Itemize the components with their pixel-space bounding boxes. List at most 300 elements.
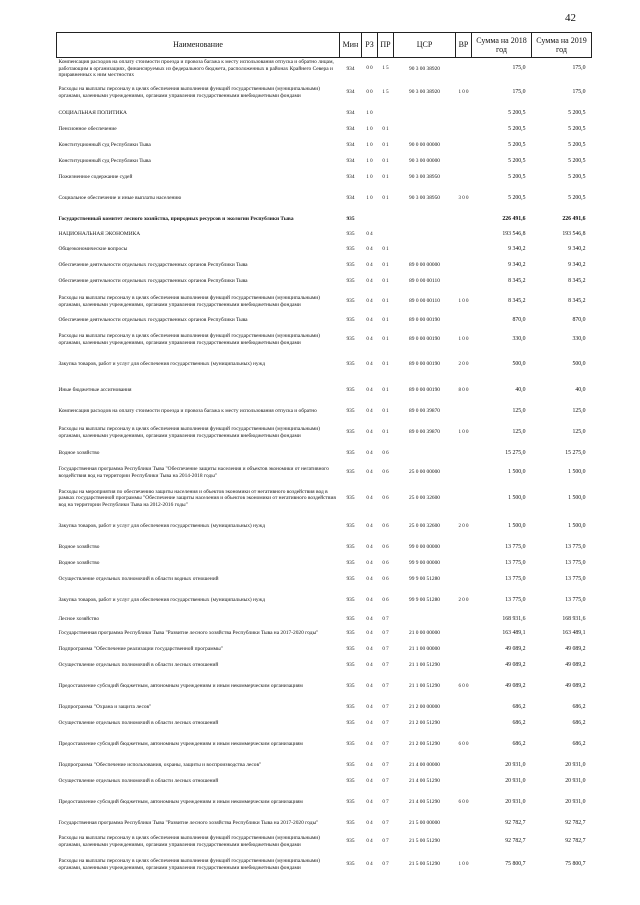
page-number: 42 <box>565 12 576 24</box>
row-csr: 21 5 00 00000 <box>409 820 440 827</box>
row-sum-2019: 686,2 <box>572 741 586 748</box>
row-pr: 0 7 <box>382 861 389 867</box>
row-rz: 0 4 <box>366 630 373 636</box>
table-row <box>57 732 592 758</box>
row-csr: 90 3 00 38920 <box>409 89 440 96</box>
table-header <box>57 33 592 58</box>
row-csr: 99 9 00 00000 <box>409 560 440 567</box>
row-rz: 0 0 <box>366 89 373 95</box>
row-pr: 0 1 <box>382 408 389 414</box>
row-rz: 1 0 <box>366 126 373 132</box>
row-sum-2018: 13 775,0 <box>505 576 526 583</box>
table-row <box>57 106 592 122</box>
row-name: Расходы на выплаты персоналу в целях обеспечения выполнения функций государственными (муниципальными) органами, казенными учреждениями, органами управления государственными внебюджетными фондами <box>58 835 320 848</box>
row-rz: 0 4 <box>366 523 373 529</box>
row-csr: 89 0 00 00110 <box>409 278 440 285</box>
row-name: Осуществление отдельных полномочий в области водных отношений <box>58 576 219 583</box>
row-name: Обеспечение деятельности отдельных государственных органов Республики Тыва <box>58 262 248 269</box>
row-name: Расходы на выплаты персоналу в целях обеспечения выполнения функций государственными (муниципальными) органами, казенными учреждениями, органами управления государственными внебюджетными фондами <box>58 426 320 439</box>
row-sum-2018: 330,0 <box>512 336 526 343</box>
row-pr: 0 6 <box>382 469 389 475</box>
row-sum-2019: 9 340,2 <box>568 246 586 253</box>
row-vr <box>456 484 472 514</box>
row-rz: 0 4 <box>366 683 373 689</box>
row-vr <box>456 832 472 852</box>
row-sum-2018: 500,0 <box>512 361 526 368</box>
row-name: Лесное хозяйство <box>58 616 100 623</box>
row-vr: 1 0 0 <box>458 861 469 867</box>
row-vr <box>456 462 472 484</box>
row-name: Водное хозяйство <box>58 450 100 457</box>
table-row <box>57 658 592 674</box>
row-rz: 1 0 <box>366 174 373 180</box>
row-sum-2019: 13 775,0 <box>565 560 586 567</box>
row-min: 935 <box>346 662 355 669</box>
row-sum-2019: 175,0 <box>572 65 586 72</box>
row-csr: 21 5 00 51290 <box>409 861 440 868</box>
table-row <box>57 228 592 242</box>
row-rz: 0 4 <box>366 278 373 284</box>
col-pr-header: ПР <box>378 33 394 58</box>
row-csr: 21 1 00 51290 <box>409 683 440 690</box>
row-min: 935 <box>346 646 355 653</box>
row-min: 935 <box>346 597 355 604</box>
row-sum-2019: 870,0 <box>572 317 586 324</box>
table-row <box>57 138 592 154</box>
row-name: Государственная программа Республики Тыва "Развитие лесного хозяйства Республики Тыва на 2017-2020 годы" <box>58 820 319 827</box>
row-csr: 21 2 00 51290 <box>409 741 440 748</box>
row-sum-2019: 5 200,5 <box>568 142 586 149</box>
table-row <box>57 540 592 556</box>
row-rz: 0 4 <box>366 799 373 805</box>
row-sum-2018: 92 782,7 <box>505 838 526 845</box>
row-sum-2018: 686,2 <box>512 704 526 711</box>
row-sum-2018: 49 089,2 <box>505 646 526 653</box>
row-min: 935 <box>346 469 355 476</box>
table-row <box>57 122 592 138</box>
row-pr: 0 7 <box>382 799 389 805</box>
row-min: 935 <box>346 450 355 457</box>
row-sum-2018: 9 340,2 <box>508 262 526 269</box>
row-sum-2018: 1 500,0 <box>508 495 526 502</box>
row-min: 934 <box>346 110 355 117</box>
row-sum-2018: 125,0 <box>512 408 526 415</box>
row-min: 934 <box>346 142 355 149</box>
table-row <box>57 274 592 290</box>
row-sum-2019: 686,2 <box>572 720 586 727</box>
row-sum-2019: 500,0 <box>572 361 586 368</box>
row-vr <box>456 404 472 420</box>
row-rz: 0 4 <box>366 387 373 393</box>
row-csr <box>394 228 456 242</box>
row-sum-2019: 13 775,0 <box>565 597 586 604</box>
row-rz: 0 0 <box>366 65 373 71</box>
row-sum-2019: 686,2 <box>572 704 586 711</box>
row-rz: 0 4 <box>366 662 373 668</box>
row-sum-2018: 193 546,8 <box>502 231 526 238</box>
row-sum-2019: 5 200,5 <box>568 174 586 181</box>
row-csr: 21 4 00 00000 <box>409 762 440 769</box>
row-sum-2019: 15 275,0 <box>565 450 586 457</box>
table-row <box>57 700 592 716</box>
row-rz: 0 4 <box>366 429 373 435</box>
row-sum-2019: 8 345,2 <box>568 278 586 285</box>
row-csr: 99 0 00 00000 <box>409 544 440 551</box>
row-rz: 1 0 <box>366 110 373 116</box>
row-pr: 0 1 <box>382 387 389 393</box>
row-sum-2018: 5 200,5 <box>508 158 526 165</box>
table-row <box>57 212 592 228</box>
row-name: Закупка товаров, работ и услуг для обеспечения государственных (муниципальных) нужд <box>58 597 266 604</box>
row-min: 935 <box>346 278 355 285</box>
table-row <box>57 404 592 420</box>
row-vr <box>456 556 472 572</box>
row-rz: 0 4 <box>366 231 373 237</box>
row-csr: 21 1 00 51290 <box>409 662 440 669</box>
table-row <box>57 774 592 790</box>
row-sum-2018: 13 775,0 <box>505 560 526 567</box>
row-rz: 1 0 <box>366 142 373 148</box>
row-pr: 0 1 <box>382 246 389 252</box>
row-csr: 90 0 00 00000 <box>409 142 440 149</box>
row-rz: 1 0 <box>366 195 373 201</box>
col-vr-header: ВР <box>456 33 472 58</box>
row-pr: 1 5 <box>382 65 389 71</box>
row-sum-2019: 1 500,0 <box>568 469 586 476</box>
row-name: Расходы на выплаты персоналу в целях обеспечения выполнения функций государственными (муниципальными) органами, казенными учреждениями, органами управления государственными внебюджетными фондами <box>58 86 320 99</box>
row-min: 935 <box>346 246 355 253</box>
row-csr <box>394 212 456 228</box>
row-vr <box>456 212 472 228</box>
row-name: СОЦИАЛЬНАЯ ПОЛИТИКА <box>58 110 127 117</box>
table-row <box>57 626 592 642</box>
row-sum-2019: 1 500,0 <box>568 495 586 502</box>
row-name: Государственная программа Республики Тыва "Обеспечение защиты населения и объектов экономики от негативного воздействия вод на территории Республики Тыва на 2014-2018 годы" <box>58 466 329 479</box>
row-vr <box>456 314 472 328</box>
row-vr: 2 0 0 <box>458 361 469 367</box>
row-rz: 0 4 <box>366 298 373 304</box>
row-min: 934 <box>346 195 355 202</box>
row-min: 935 <box>346 262 355 269</box>
row-sum-2018: 20 931,0 <box>505 762 526 769</box>
row-sum-2019: 13 775,0 <box>565 576 586 583</box>
row-min: 935 <box>346 298 355 305</box>
row-vr <box>456 816 472 832</box>
row-min: 935 <box>346 317 355 324</box>
row-sum-2019: 125,0 <box>572 429 586 436</box>
row-min: 935 <box>346 861 355 868</box>
row-csr: 25 0 00 00000 <box>409 469 440 476</box>
row-pr: 0 7 <box>382 720 389 726</box>
row-rz: 0 4 <box>366 262 373 268</box>
row-vr <box>456 274 472 290</box>
row-csr: 90 3 00 00000 <box>409 158 440 165</box>
row-vr: 6 0 0 <box>458 799 469 805</box>
row-name: Подпрограмма "Обеспечение реализации государственной программы" <box>58 646 223 653</box>
row-vr: 1 0 0 <box>458 429 469 435</box>
row-sum-2018: 5 200,5 <box>508 174 526 181</box>
row-sum-2019: 20 931,0 <box>565 762 586 769</box>
row-csr: 21 2 00 51290 <box>409 720 440 727</box>
row-pr: 0 6 <box>382 523 389 529</box>
table-row <box>57 832 592 852</box>
table-row <box>57 462 592 484</box>
row-sum-2018: 1 500,0 <box>508 523 526 530</box>
row-sum-2019: 8 345,2 <box>568 298 586 305</box>
row-vr <box>456 614 472 626</box>
row-csr: 21 1 00 00000 <box>409 646 440 653</box>
row-sum-2018: 40,0 <box>515 387 526 394</box>
row-csr: 89 0 00 00000 <box>409 262 440 269</box>
row-sum-2019: 226 491,6 <box>562 216 586 223</box>
row-vr: 2 0 0 <box>458 597 469 603</box>
row-csr <box>394 446 456 462</box>
row-csr: 89 0 00 00190 <box>409 387 440 394</box>
row-rz: 0 4 <box>366 544 373 550</box>
row-sum-2019: 49 089,2 <box>565 646 586 653</box>
row-pr: 0 7 <box>382 762 389 768</box>
row-name: Расходы на выплаты персоналу в целях обеспечения выполнения функций государственными (муниципальными) органами, казенными учреждениями, органами управления государственными внебюджетными фондами <box>58 858 320 871</box>
row-rz: 0 4 <box>366 616 373 622</box>
row-csr <box>394 106 456 122</box>
row-csr: 99 9 00 51280 <box>409 576 440 583</box>
row-rz: 0 4 <box>366 246 373 252</box>
row-pr: 0 1 <box>382 195 389 201</box>
row-vr <box>456 446 472 462</box>
row-rz: 0 4 <box>366 336 373 342</box>
row-rz: 0 4 <box>366 861 373 867</box>
row-sum-2018: 870,0 <box>512 317 526 324</box>
row-vr <box>456 716 472 732</box>
row-rz: 0 4 <box>366 741 373 747</box>
row-min: 935 <box>346 544 355 551</box>
row-sum-2018: 5 200,5 <box>508 142 526 149</box>
row-sum-2018: 20 931,0 <box>505 799 526 806</box>
table-row <box>57 484 592 514</box>
col-name-header: Наименование <box>57 33 340 58</box>
row-name: Общеэкономические вопросы <box>58 246 128 253</box>
row-min: 935 <box>346 820 355 827</box>
row-min: 934 <box>346 158 355 165</box>
row-name: Компенсация расходов на оплату стоимости проезда и провоза багажа к месту использования отпуска и обратно <box>58 408 317 415</box>
row-vr <box>456 58 472 80</box>
row-pr: 0 7 <box>382 704 389 710</box>
row-rz: 0 4 <box>366 820 373 826</box>
row-sum-2018: 92 782,7 <box>505 820 526 827</box>
row-rz: 0 4 <box>366 576 373 582</box>
table-row <box>57 572 592 588</box>
row-csr: 21 5 00 51290 <box>409 838 440 845</box>
row-vr: 3 0 0 <box>458 195 469 201</box>
row-min: 935 <box>346 799 355 806</box>
row-sum-2018: 8 345,2 <box>508 298 526 305</box>
row-sum-2019: 5 200,5 <box>568 158 586 165</box>
row-sum-2019: 330,0 <box>572 336 586 343</box>
row-name: Предоставление субсидий бюджетным, автономным учреждениям и иным некоммерческим организациям <box>58 799 303 806</box>
table-row <box>57 642 592 658</box>
row-csr: 89 0 00 39870 <box>409 408 440 415</box>
row-pr: 0 6 <box>382 450 389 456</box>
row-pr: 0 1 <box>382 278 389 284</box>
row-rz: 0 4 <box>366 408 373 414</box>
row-min: 935 <box>346 576 355 583</box>
budget-table <box>56 32 592 878</box>
row-min: 935 <box>346 336 355 343</box>
row-csr: 89 0 00 00190 <box>409 317 440 324</box>
row-min: 935 <box>346 429 355 436</box>
row-pr <box>378 106 394 122</box>
row-name: Расходы на мероприятия по обеспечению защиты населения и объектов экономики от негативного воздействия вод в рамках государственной программы "Обеспечение защиты населения и объектов экономики от негативного воздействия вод на территории Республики Тыва на 2012-2016 годы" <box>58 489 336 508</box>
row-sum-2018: 49 089,2 <box>505 683 526 690</box>
row-rz <box>362 212 378 228</box>
row-name: Водное хозяйство <box>58 544 100 551</box>
row-min: 935 <box>346 762 355 769</box>
table-row <box>57 852 592 878</box>
row-min: 935 <box>346 216 355 223</box>
row-rz: 0 4 <box>366 778 373 784</box>
row-csr: 25 0 00 32600 <box>409 495 440 502</box>
table-row <box>57 790 592 816</box>
row-name: Государственный комитет лесного хозяйства, природных ресурсов и экологии Республики Тыва <box>58 216 294 223</box>
table-row <box>57 352 592 378</box>
row-csr: 89 0 00 39870 <box>409 429 440 436</box>
row-name: Подпрограмма "Охрана и защита лесов" <box>58 704 152 711</box>
row-sum-2019: 20 931,0 <box>565 799 586 806</box>
row-sum-2018: 49 089,2 <box>505 662 526 669</box>
row-rz: 1 0 <box>366 158 373 164</box>
row-sum-2019: 175,0 <box>572 89 586 96</box>
row-pr: 0 6 <box>382 597 389 603</box>
row-min: 935 <box>346 560 355 567</box>
row-name: Пенсионное обеспечение <box>58 126 117 133</box>
table-row <box>57 758 592 774</box>
row-sum-2018: 175,0 <box>512 65 526 72</box>
row-pr: 0 7 <box>382 838 389 844</box>
row-csr <box>394 122 456 138</box>
row-name: Иные бюджетные ассигнования <box>58 387 132 394</box>
row-pr: 0 1 <box>382 142 389 148</box>
row-sum-2018: 168 931,6 <box>502 616 526 623</box>
row-sum-2018: 9 340,2 <box>508 246 526 253</box>
row-csr: 21 4 00 51290 <box>409 799 440 806</box>
row-pr: 0 1 <box>382 317 389 323</box>
row-min: 935 <box>346 231 355 238</box>
row-name: Закупка товаров, работ и услуг для обеспечения государственных (муниципальных) нужд <box>58 523 266 530</box>
row-sum-2018: 13 775,0 <box>505 597 526 604</box>
row-pr: 0 7 <box>382 630 389 636</box>
row-min: 935 <box>346 720 355 727</box>
row-pr: 0 1 <box>382 262 389 268</box>
row-pr: 0 1 <box>382 298 389 304</box>
row-min: 935 <box>346 361 355 368</box>
row-sum-2019: 92 782,7 <box>565 838 586 845</box>
table-row <box>57 242 592 258</box>
row-pr: 0 7 <box>382 820 389 826</box>
row-pr: 0 6 <box>382 495 389 501</box>
row-sum-2019: 40,0 <box>575 387 586 394</box>
row-min: 935 <box>346 838 355 845</box>
row-pr: 0 1 <box>382 336 389 342</box>
row-min: 935 <box>346 704 355 711</box>
table-row <box>57 446 592 462</box>
row-vr <box>456 626 472 642</box>
row-csr: 89 0 00 00190 <box>409 361 440 368</box>
row-name: Расходы на выплаты персоналу в целях обеспечения выполнения функций государственными (муниципальными) органами, казенными учреждениями, органами управления государственными внебюджетными фондами <box>58 295 320 308</box>
row-csr: 89 0 00 00110 <box>409 298 440 305</box>
row-csr: 90 3 00 38950 <box>409 174 440 181</box>
row-pr <box>378 228 394 242</box>
row-pr: 0 6 <box>382 560 389 566</box>
row-csr: 99 9 00 51280 <box>409 597 440 604</box>
row-sum-2018: 15 275,0 <box>505 450 526 457</box>
row-rz: 0 4 <box>366 838 373 844</box>
row-sum-2018: 5 200,5 <box>508 126 526 133</box>
row-sum-2018: 5 200,5 <box>508 110 526 117</box>
row-vr <box>456 122 472 138</box>
row-csr: 21 0 00 00000 <box>409 630 440 637</box>
row-vr <box>456 154 472 170</box>
row-min: 935 <box>346 616 355 623</box>
table-row <box>57 514 592 540</box>
row-pr: 1 5 <box>382 89 389 95</box>
row-name: Расходы на выплаты персоналу в целях обеспечения выполнения функций государственными (муниципальными) органами, казенными учреждениями, органами управления государственными внебюджетными фондами <box>58 333 320 346</box>
table-row <box>57 378 592 404</box>
row-sum-2019: 5 200,5 <box>568 195 586 202</box>
col-rz-header: РЗ <box>362 33 378 58</box>
row-vr: 1 0 0 <box>458 298 469 304</box>
row-sum-2019: 20 931,0 <box>565 778 586 785</box>
table-row <box>57 290 592 314</box>
row-rz: 0 4 <box>366 720 373 726</box>
row-sum-2018: 226 491,6 <box>502 216 526 223</box>
row-pr: 0 6 <box>382 576 389 582</box>
row-vr: 1 0 0 <box>458 89 469 95</box>
row-name: Осуществление отдельных полномочий в области лесных отношений <box>58 720 219 727</box>
row-vr: 8 0 0 <box>458 387 469 393</box>
row-min: 935 <box>346 387 355 394</box>
table-row <box>57 674 592 700</box>
row-sum-2019: 125,0 <box>572 408 586 415</box>
col-min-header: Мин <box>340 33 362 58</box>
row-sum-2018: 8 345,2 <box>508 278 526 285</box>
row-min: 935 <box>346 495 355 502</box>
row-sum-2019: 5 200,5 <box>568 126 586 133</box>
row-vr <box>456 700 472 716</box>
table-row <box>57 80 592 106</box>
row-pr: 0 1 <box>382 158 389 164</box>
table-row <box>57 258 592 274</box>
row-sum-2019: 13 775,0 <box>565 544 586 551</box>
row-name: Подпрограмма "Обеспечение использования, охраны, защиты и воспроизводства лесов" <box>58 762 262 769</box>
row-vr <box>456 774 472 790</box>
table-row <box>57 556 592 572</box>
row-vr: 6 0 0 <box>458 741 469 747</box>
row-rz: 0 4 <box>366 495 373 501</box>
row-name: Обеспечение деятельности отдельных государственных органов Республики Тыва <box>58 317 248 324</box>
row-sum-2019: 49 089,2 <box>565 662 586 669</box>
row-min: 935 <box>346 741 355 748</box>
row-csr: 90 3 00 38950 <box>409 195 440 202</box>
row-sum-2018: 20 931,0 <box>505 778 526 785</box>
row-vr <box>456 658 472 674</box>
row-vr: 2 0 0 <box>458 523 469 529</box>
row-vr: 6 0 0 <box>458 683 469 689</box>
row-min: 935 <box>346 630 355 637</box>
table-row <box>57 314 592 328</box>
row-rz: 0 4 <box>366 450 373 456</box>
row-vr <box>456 242 472 258</box>
row-name: Водное хозяйство <box>58 560 100 567</box>
